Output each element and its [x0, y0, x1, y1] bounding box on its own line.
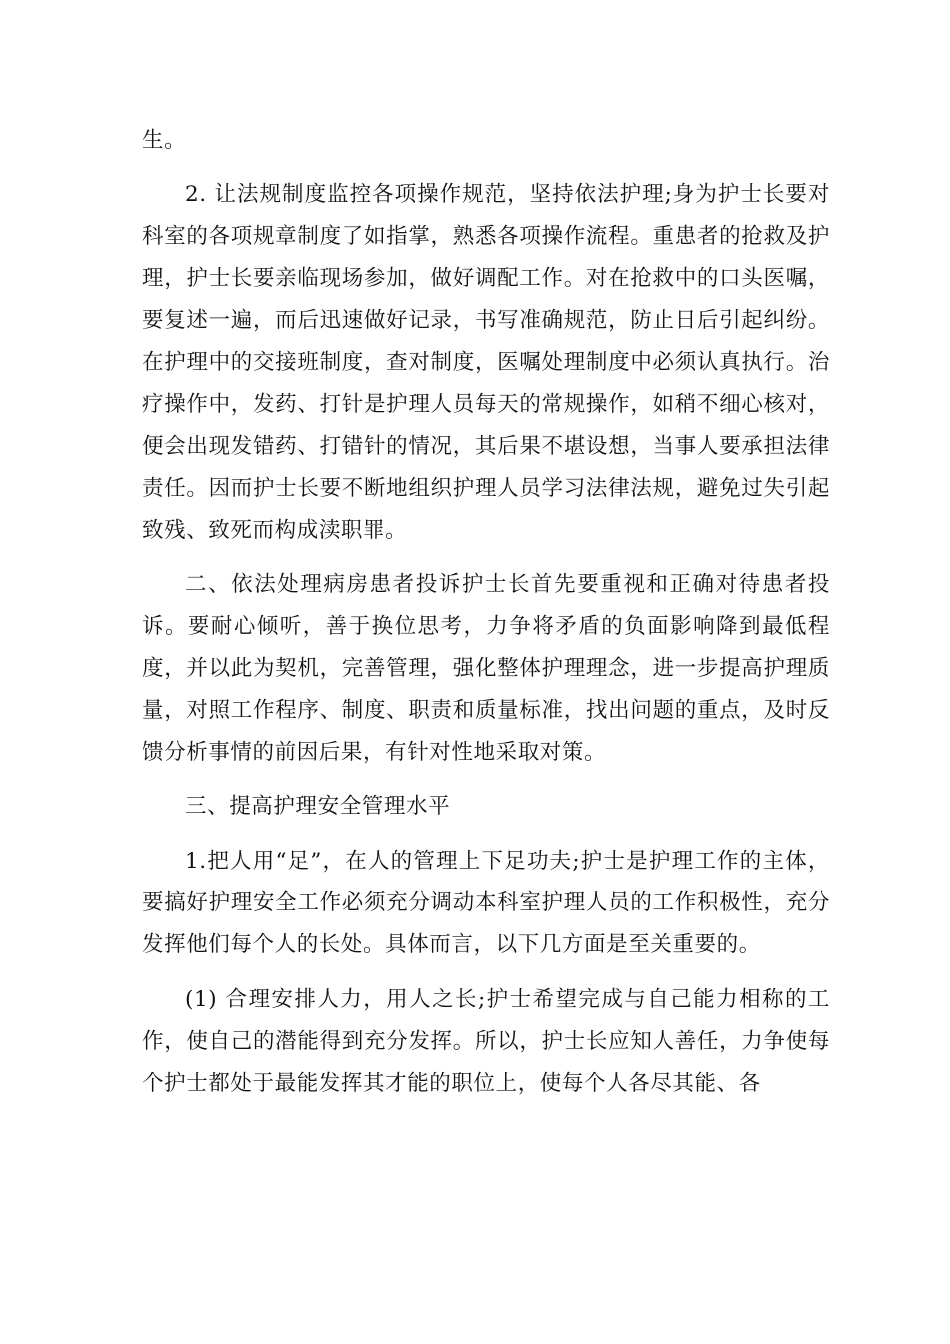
paragraph-staff-management: 1.把人用“足”，在人的管理上下足功夫;护士是护理工作的主体，要搞好护理安全工作必须充分调动本科室护理人员的工作积极性，充分发挥他们每个人的长处。具体而言，以下几方面是至关重要的。 [142, 848, 830, 958]
section-heading-safety-management: 三、提高护理安全管理水平 [185, 794, 451, 820]
paragraph-staffing-allocation: (1) 合理安排人力，用人之长;护士希望完成与自己能力相称的工作，使自己的潜能得到充分发挥。所以，护士长应知人善任，力争使每个护士都处于最能发挥其才能的职位上，使每个人各尽其能、各 [142, 986, 830, 1096]
document-body [142, 120, 830, 1117]
paragraph-patient-complaints: 二、依法处理病房患者投诉护士长首先要重视和正确对待患者投诉。要耐心倾听，善于换位思考，力争将矛盾的负面影响降到最低程度，并以此为契机，完善管理，强化整体护理理念，进一步提高护理质量，对照工作程序、制度、职责和质量标准，找出问题的重点，及时反馈分析事情的前因后果，有针对性地采取对策。 [142, 572, 830, 765]
paragraph-continuation: 生。 [142, 128, 187, 153]
paragraph-legal-regulations: 2. 让法规制度监控各项操作规范，坚持依法护理;身为护士长要对科室的各项规章制度了如指掌，熟悉各项操作流程。重患者的抢救及护理，护士长要亲临现场参加，做好调配工作。对在抢救中的口头医嘱，要复述一遍，而后迅速做好记录，书写准确规范，防止日后引起纠纷。在护理中的交接班制度，查对制度，医嘱处理制度中必须认真执行。治疗操作中，发药、打针是护理人员每天的常规操作，如稍不细心核对，便会出现发错药、打错针的情况，其后果不堪设想，当事人要承担法律责任。因而护士长要不断地组织护理人员学习法律法规，避免过失引起致残、致死而构成渎职罪。 [142, 182, 830, 543]
